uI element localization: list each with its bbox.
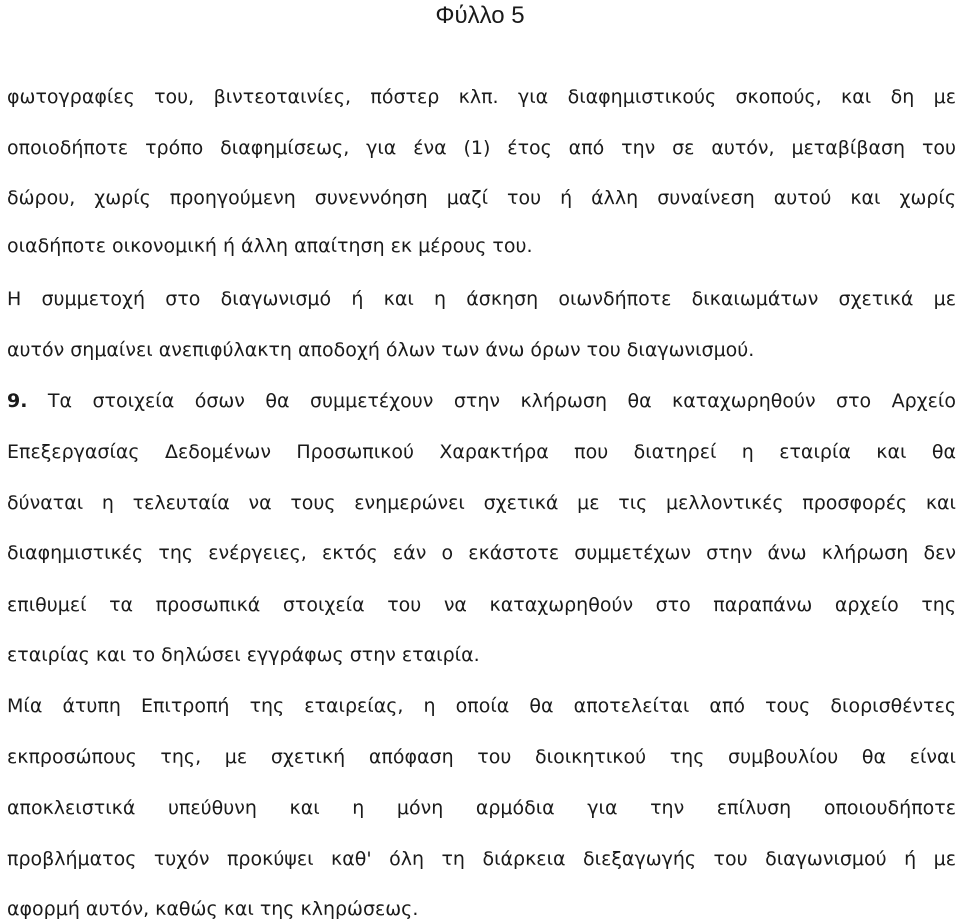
paragraph-4-line-4: προβλήματος τυχόν προκύψει καθ' όλη τη διάρκεια διεξαγωγής του διαγωνισμού ή με: [7, 848, 956, 870]
paragraph-1-line-3: δώρου, χωρίς προηγούμενη συνεννόηση μαζί του ή άλλη συναίνεση αυτού και χωρίς: [7, 187, 956, 209]
paragraph-1-line-1: φωτογραφίες του, βιντεοταινίες, πόστερ κλπ. για διαφημιστικούς σκοπούς, και δη με: [7, 86, 956, 108]
paragraph-4-line-5: αφορμή αυτόν, καθώς και της κληρώσεως.: [7, 898, 419, 920]
section-9-line-1: [7, 388, 956, 414]
paragraph-2-line-2: αυτόν σημαίνει ανεπιφύλακτη αποδοχή όλων των άνω όρων του διαγωνισμού.: [7, 339, 755, 361]
section-9-line-3: δύναται η τελευταία να τους ενημερώνει σχετικά με τις μελλοντικές προσφορές και: [7, 492, 956, 514]
paragraph-4-line-1: Μία άτυπη Επιτροπή της εταιρείας, η οποία θα αποτελείται από τους διορισθέντες: [7, 695, 956, 717]
paragraph-4-line-2: εκπροσώπους της, με σχετική απόφαση του διοικητικού της συμβουλίου θα είναι: [7, 746, 956, 768]
paragraph-2-line-1: Η συμμετοχή στο διαγωνισμό ή και η άσκηση οιωνδήποτε δικαιωμάτων σχετικά με: [7, 288, 956, 310]
paragraph-1-line-4: οιαδήποτε οικονομική ή άλλη απαίτηση εκ μέρους του.: [7, 235, 533, 257]
section-9-line-5: επιθυμεί τα προσωπικά στοιχεία του να καταχωρηθούν στο παραπάνω αρχείο της: [7, 594, 956, 616]
paragraph-4-line-3: αποκλειστικά υπεύθυνη και η μόνη αρμόδια για την επίλυση οποιουδήποτε: [7, 797, 956, 819]
page-title: Φύλλο 5: [435, 2, 525, 29]
section-9-number: 9.: [7, 390, 28, 412]
paragraph-1-line-2: οποιοδήποτε τρόπο διαφημίσεως, για ένα (1) έτος από την σε αυτόν, μεταβίβαση του: [7, 137, 956, 159]
section-9-line-4: διαφημιστικές της ενέργειες, εκτός εάν ο εκάστοτε συμμετέχων στην άνω κλήρωση δεν: [7, 542, 956, 564]
section-9-line-6: εταιρίας και το δηλώσει εγγράφως στην εταιρία.: [7, 644, 480, 666]
section-9-line-2: Επεξεργασίας Δεδομένων Προσωπικού Χαρακτήρα που διατηρεί η εταιρία και θα: [7, 441, 956, 463]
section-9-line-1-text: Τα στοιχεία όσων θα συμμετέχουν στην κλήρωση θα καταχωρηθούν στο Αρχείο: [47, 390, 956, 412]
